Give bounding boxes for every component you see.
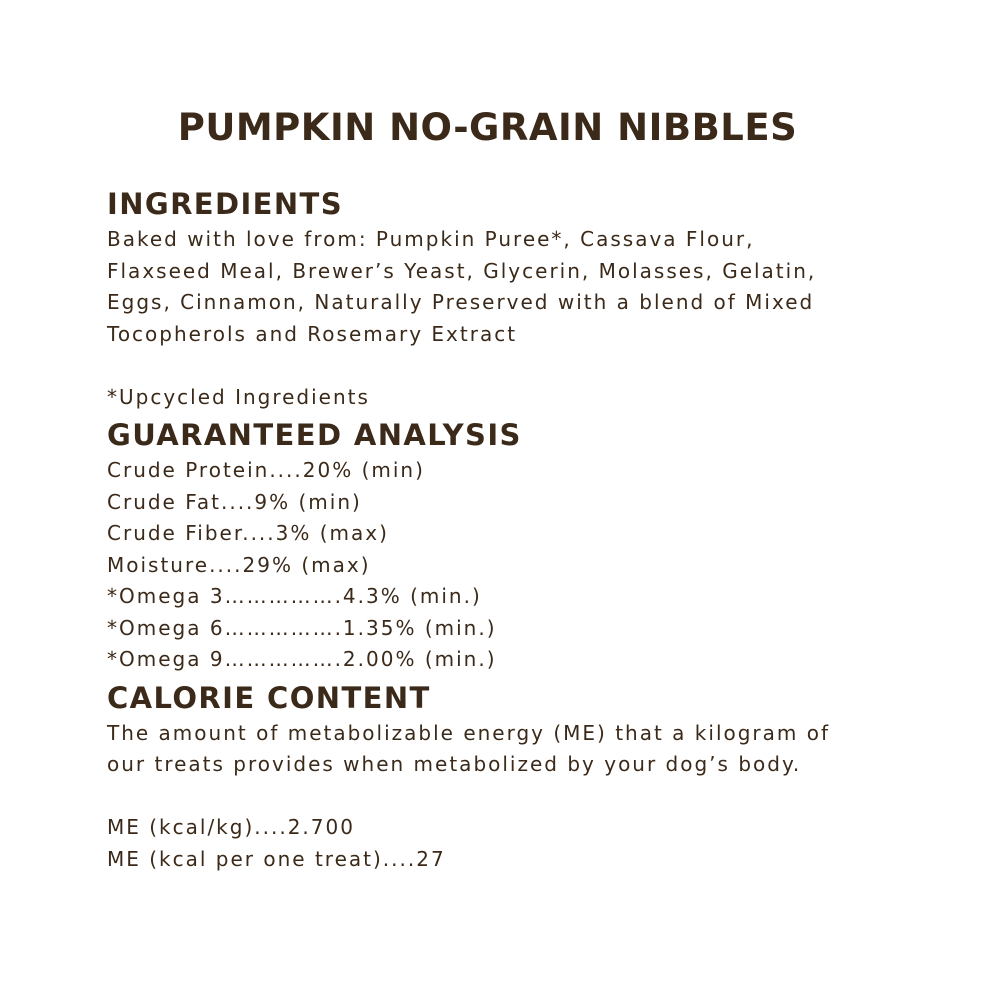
product-title: PUMPKIN NO-GRAIN NIBBLES	[177, 106, 798, 149]
label-content	[107, 184, 967, 875]
spacer	[107, 350, 967, 382]
analysis-heading: GUARANTEED ANALYSIS	[107, 418, 522, 452]
ingredients-line: Eggs, Cinnamon, Naturally Preserved with a blend of Mixed	[107, 290, 815, 314]
me-per-treat: ME (kcal per one treat)....27	[107, 846, 446, 871]
ingredients-heading: INGREDIENTS	[107, 187, 344, 221]
guaranteed-analysis-section	[107, 415, 967, 676]
calorie-heading: CALORIE CONTENT	[107, 680, 431, 715]
upcycled-note: *Upcycled Ingredients	[107, 384, 370, 409]
calorie-description	[107, 718, 967, 781]
analysis-item-omega-6: *Omega 6…………….1.35% (min.)	[107, 615, 497, 640]
calorie-content-section	[107, 678, 967, 876]
ingredients-line: Tocopherols and Rosemary Extract	[107, 321, 518, 346]
analysis-item-omega-9: *Omega 9…………….2.00% (min.)	[107, 647, 497, 671]
spacer	[107, 781, 967, 813]
me-per-kg: ME (kcal/kg)....2.700	[107, 815, 355, 839]
analysis-item-crude-fiber: Crude Fiber....3% (max)	[107, 521, 389, 545]
analysis-item-moisture: Moisture....29% (max)	[107, 552, 371, 577]
calorie-description-line: our treats provides when metabolized by your dog’s body.	[107, 752, 802, 776]
calorie-description-line: The amount of metabolizable energy (ME) that a kilogram of	[107, 720, 831, 745]
analysis-item-crude-fat: Crude Fat....9% (min)	[107, 489, 362, 514]
analysis-item-crude-protein: Crude Protein....20% (min)	[107, 458, 425, 482]
analysis-item-omega-3: *Omega 3…………….4.3% (min.)	[107, 584, 482, 608]
ingredients-text	[107, 224, 967, 350]
ingredients-line: Baked with love from: Pumpkin Puree*, Cassava Flour,	[107, 227, 755, 251]
analysis-list	[107, 455, 967, 676]
calorie-values	[107, 812, 967, 875]
ingredients-line: Flaxseed Meal, Brewer’s Yeast, Glycerin, Molasses, Gelatin,	[107, 258, 817, 283]
ingredients-section	[107, 184, 967, 413]
